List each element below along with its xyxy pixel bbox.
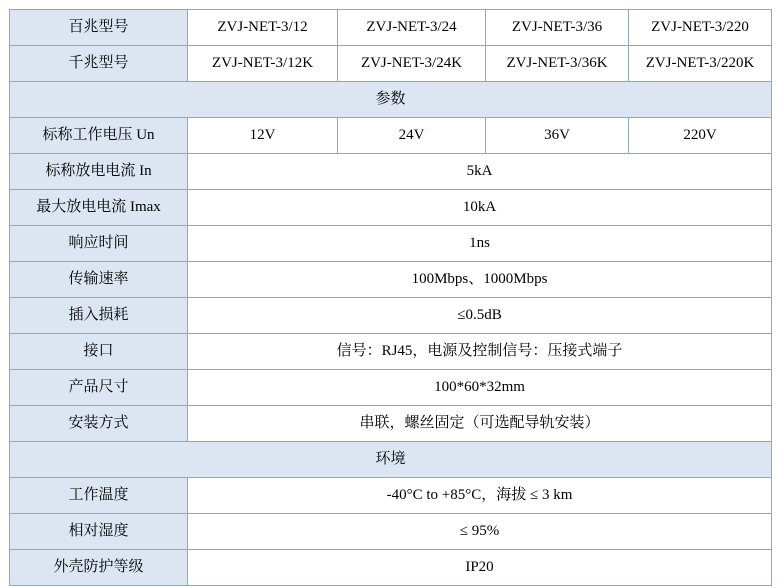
value-cell: 100Mbps、1000Mbps: [188, 262, 772, 298]
specification-table: [9, 9, 772, 586]
row-label-cell: 接口: [10, 334, 188, 370]
table-row: [10, 370, 772, 406]
table-row: [10, 118, 772, 154]
value-cell: ZVJ-NET-3/12: [188, 10, 338, 46]
row-label-cell: 标称工作电压 Un: [10, 118, 188, 154]
value-cell: 1ns: [188, 226, 772, 262]
row-label-cell: 千兆型号: [10, 46, 188, 82]
row-label-cell: 相对湿度: [10, 514, 188, 550]
value-cell: 24V: [338, 118, 486, 154]
section-header-cell: 环境: [10, 442, 772, 478]
value-cell: 信号：RJ45，电源及控制信号：压接式端子: [188, 334, 772, 370]
table-row: [10, 406, 772, 442]
table-row: [10, 46, 772, 82]
row-label-cell: 标称放电电流 In: [10, 154, 188, 190]
row-label-cell: 百兆型号: [10, 10, 188, 46]
value-cell: ZVJ-NET-3/12K: [188, 46, 338, 82]
table-row: [10, 226, 772, 262]
value-cell: 5kA: [188, 154, 772, 190]
value-cell: ZVJ-NET-3/220: [629, 10, 772, 46]
value-cell: ZVJ-NET-3/220K: [629, 46, 772, 82]
value-cell: 220V: [629, 118, 772, 154]
section-header-cell: 参数: [10, 82, 772, 118]
value-cell: 36V: [486, 118, 629, 154]
table-row: [10, 262, 772, 298]
value-cell: 10kA: [188, 190, 772, 226]
table-row: [10, 82, 772, 118]
table-row: [10, 442, 772, 478]
value-cell: ≤0.5dB: [188, 298, 772, 334]
value-cell: ZVJ-NET-3/24K: [338, 46, 486, 82]
value-cell: -40°C to +85°C，海拔 ≤ 3 km: [188, 478, 772, 514]
value-cell: ZVJ-NET-3/36K: [486, 46, 629, 82]
table-row: [10, 478, 772, 514]
table-row: [10, 550, 772, 586]
table-row: [10, 10, 772, 46]
row-label-cell: 响应时间: [10, 226, 188, 262]
specification-table-body: [10, 10, 772, 586]
value-cell: ZVJ-NET-3/24: [338, 10, 486, 46]
table-row: [10, 190, 772, 226]
table-row: [10, 334, 772, 370]
table-row: [10, 298, 772, 334]
value-cell: 100*60*32mm: [188, 370, 772, 406]
row-label-cell: 最大放电电流 Imax: [10, 190, 188, 226]
table-row: [10, 514, 772, 550]
row-label-cell: 产品尺寸: [10, 370, 188, 406]
row-label-cell: 传输速率: [10, 262, 188, 298]
row-label-cell: 外壳防护等级: [10, 550, 188, 586]
row-label-cell: 安装方式: [10, 406, 188, 442]
table-row: [10, 154, 772, 190]
value-cell: ZVJ-NET-3/36: [486, 10, 629, 46]
value-cell: IP20: [188, 550, 772, 586]
value-cell: 12V: [188, 118, 338, 154]
row-label-cell: 插入损耗: [10, 298, 188, 334]
row-label-cell: 工作温度: [10, 478, 188, 514]
value-cell: ≤ 95%: [188, 514, 772, 550]
value-cell: 串联，螺丝固定（可选配导轨安装）: [188, 406, 772, 442]
